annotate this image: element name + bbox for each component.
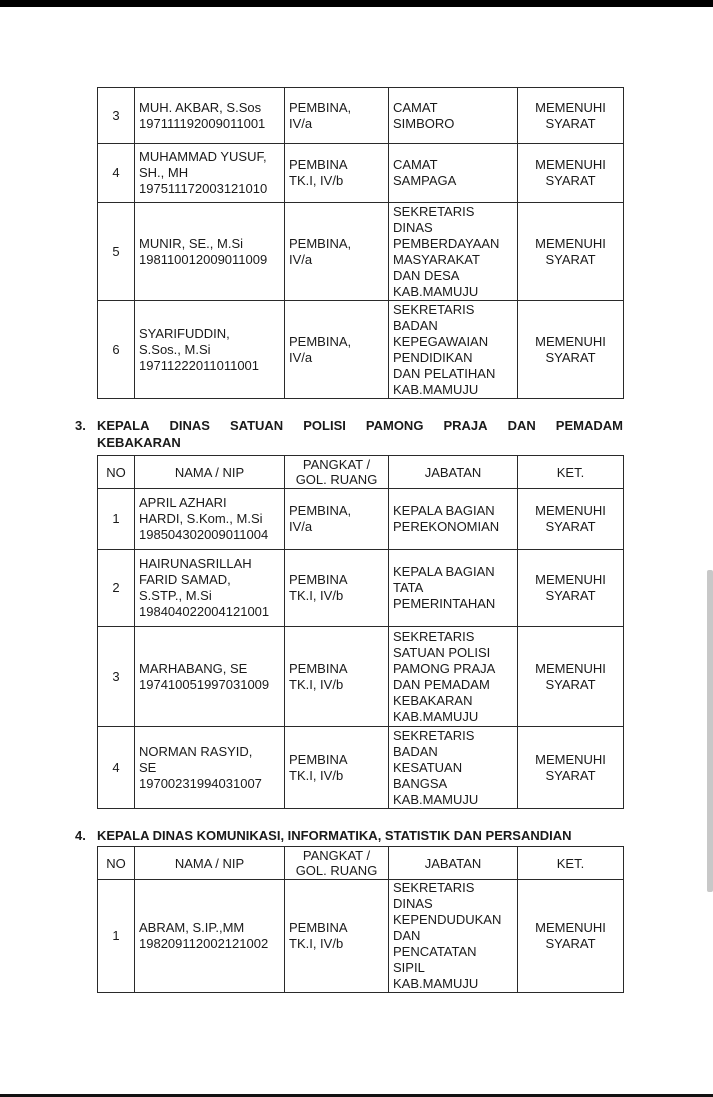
status: MEMENUHI SYARAT <box>518 203 624 301</box>
col-header-nama: NAMA / NIP <box>135 456 285 489</box>
heading-word: DAN <box>507 418 536 433</box>
name-nip: HAIRUNASRILLAH FARID SAMAD, S.STP., M.Si 198404022004121001 <box>135 550 285 627</box>
position: KEPALA BAGIAN TATA PEMERINTAHAN <box>389 550 518 627</box>
section-number: 3. <box>75 418 86 433</box>
row-number: 1 <box>98 880 135 993</box>
status: MEMENUHI SYARAT <box>518 550 624 627</box>
name-nip: NORMAN RASYID, SE 19700231994031007 <box>135 727 285 809</box>
table-header-row <box>98 456 624 489</box>
row-number: 2 <box>98 550 135 627</box>
table-row <box>98 880 624 993</box>
table-row <box>98 627 624 727</box>
heading-word: DINAS <box>169 418 210 433</box>
heading-word: PAMONG <box>365 418 424 433</box>
rank: PEMBINA TK.I, IV/b <box>285 627 389 727</box>
rank: PEMBINA TK.I, IV/b <box>285 880 389 993</box>
heading-word: KEPALA <box>97 418 150 433</box>
heading-word: PRAJA <box>443 418 488 433</box>
name-nip: MUH. AKBAR, S.Sos 197111192009011001 <box>135 88 285 144</box>
table-row <box>98 727 624 809</box>
status: MEMENUHI SYARAT <box>518 627 624 727</box>
rank: PEMBINA, IV/a <box>285 88 389 144</box>
status: MEMENUHI SYARAT <box>518 301 624 399</box>
status: MEMENUHI SYARAT <box>518 88 624 144</box>
heading-line-2: KEBAKARAN <box>97 435 181 450</box>
section-4-heading <box>75 827 623 844</box>
scrollbar-thumb[interactable] <box>707 570 713 892</box>
rank: PEMBINA TK.I, IV/b <box>285 550 389 627</box>
table-row <box>98 489 624 550</box>
col-header-no: NO <box>98 456 135 489</box>
position: SEKRETARIS BADAN KESATUAN BANGSA KAB.MAMUJU <box>389 727 518 809</box>
name-nip: MUNIR, SE., M.Si 198110012009011009 <box>135 203 285 301</box>
section-number: 4. <box>75 828 86 843</box>
status: MEMENUHI SYARAT <box>518 144 624 203</box>
position: SEKRETARIS DINAS KEPENDUDUKAN DAN PENCATATAN SIPIL KAB.MAMUJU <box>389 880 518 993</box>
row-number: 5 <box>98 203 135 301</box>
heading-word: SATUAN <box>230 418 284 433</box>
table-row <box>98 301 624 399</box>
position: SEKRETARIS BADAN KEPEGAWAIAN PENDIDIKAN DAN PELATIHAN KAB.MAMUJU <box>389 301 518 399</box>
heading-word: PEMADAM <box>555 418 623 433</box>
col-header-ket: KET. <box>518 847 624 880</box>
section-3-table <box>97 455 624 809</box>
position: CAMAT SIMBORO <box>389 88 518 144</box>
name-nip: SYARIFUDDIN, S.Sos., M.Si 19711222011011001 <box>135 301 285 399</box>
table-header-row <box>98 847 624 880</box>
section-4-table <box>97 846 624 993</box>
rank: PEMBINA, IV/a <box>285 203 389 301</box>
rank: PEMBINA, IV/a <box>285 301 389 399</box>
col-header-jabatan: JABATAN <box>389 456 518 489</box>
row-number: 1 <box>98 489 135 550</box>
position: KEPALA BAGIAN PEREKONOMIAN <box>389 489 518 550</box>
name-nip: ABRAM, S.IP.,MM 198209112002121002 <box>135 880 285 993</box>
col-header-jabatan: JABATAN <box>389 847 518 880</box>
name-nip: MARHABANG, SE 197410051997031009 <box>135 627 285 727</box>
table-row <box>98 144 624 203</box>
row-number: 6 <box>98 301 135 399</box>
table-row <box>98 550 624 627</box>
row-number: 4 <box>98 727 135 809</box>
col-header-pangkat: PANGKAT / GOL. RUANG <box>285 456 389 489</box>
position: SEKRETARIS DINAS PEMBERDAYAAN MASYARAKAT DAN DESA KAB.MAMUJU <box>389 203 518 301</box>
row-number: 3 <box>98 627 135 727</box>
rank: PEMBINA, IV/a <box>285 489 389 550</box>
rank: PEMBINA TK.I, IV/b <box>285 727 389 809</box>
name-nip: APRIL AZHARI HARDI, S.Kom., M.Si 198504302009011004 <box>135 489 285 550</box>
name-nip: MUHAMMAD YUSUF, SH., MH 197511172003121010 <box>135 144 285 203</box>
row-number: 3 <box>98 88 135 144</box>
position: SEKRETARIS SATUAN POLISI PAMONG PRAJA DAN PEMADAM KEBAKARAN KAB.MAMUJU <box>389 627 518 727</box>
col-header-nama: NAMA / NIP <box>135 847 285 880</box>
candidates-table-continued <box>97 87 624 399</box>
table-row <box>98 203 624 301</box>
col-header-ket: KET. <box>518 456 624 489</box>
status: MEMENUHI SYARAT <box>518 727 624 809</box>
status: MEMENUHI SYARAT <box>518 489 624 550</box>
col-header-no: NO <box>98 847 135 880</box>
table-row <box>98 88 624 144</box>
rank: PEMBINA TK.I, IV/b <box>285 144 389 203</box>
section-title: KEPALA DINAS KOMUNIKASI, INFORMATIKA, STATISTIK DAN PERSANDIAN <box>97 828 572 843</box>
top-bar <box>0 0 713 7</box>
status: MEMENUHI SYARAT <box>518 880 624 993</box>
row-number: 4 <box>98 144 135 203</box>
col-header-pangkat: PANGKAT / GOL. RUANG <box>285 847 389 880</box>
heading-word: POLISI <box>303 418 346 433</box>
position: CAMAT SAMPAGA <box>389 144 518 203</box>
section-3-heading <box>75 417 623 451</box>
